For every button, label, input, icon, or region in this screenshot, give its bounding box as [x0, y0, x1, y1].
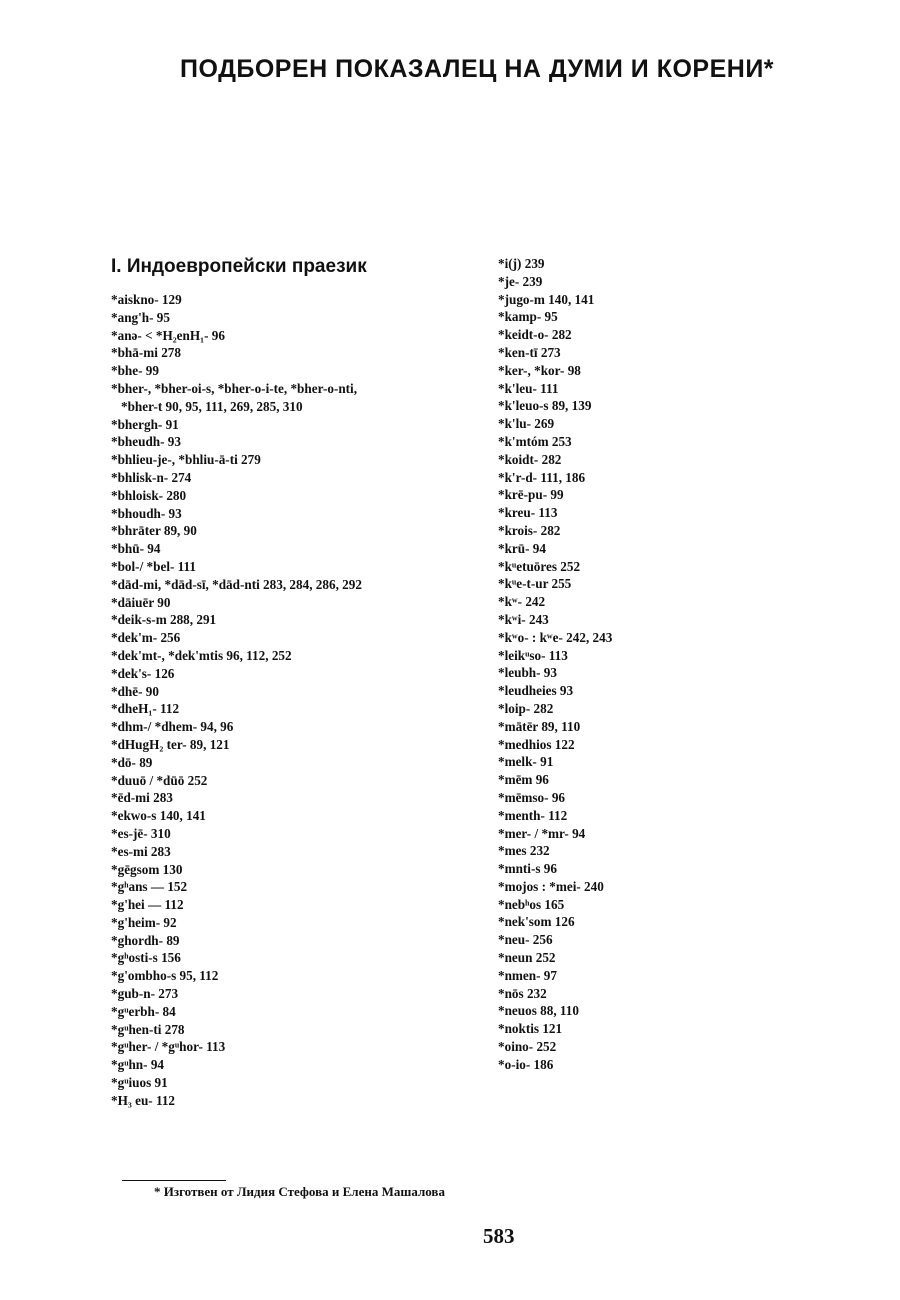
index-entry: *melk- 91 — [498, 754, 554, 770]
index-column-right — [498, 255, 798, 1074]
index-entry: *kʷi- 243 — [498, 611, 549, 627]
index-entry: *bhergh- 91 — [111, 416, 179, 432]
index-entry: *mnti-s 96 — [498, 861, 557, 877]
page-number: 583 — [483, 1224, 515, 1248]
index-entry: *ekwo-s 140, 141 — [111, 808, 206, 824]
index-entry: *bhrāter 89, 90 — [111, 523, 197, 539]
index-entry: *dād-mi, *dād-sī, *dād-nti 283, 284, 286, 292 — [111, 576, 362, 592]
index-entry: *leubh- 93 — [498, 665, 557, 681]
index-entry: *deik-s-m 288, 291 — [111, 612, 217, 628]
index-entry: *dhē- 90 — [111, 683, 159, 699]
index-entry: *gᵘhen-ti 278 — [111, 1021, 185, 1037]
index-entry: *aiskno- 129 — [111, 292, 182, 307]
index-entry: *anə- < *H₂enH₁- 96 — [111, 327, 225, 343]
index-entry: *gʰosti-s 156 — [111, 950, 181, 966]
index-entry: *nebʰos 165 — [498, 896, 565, 912]
index-entry: *medhios 122 — [498, 736, 575, 752]
index-entry: *ken-tī 273 — [498, 344, 561, 360]
index-entry: *es-jē- 310 — [111, 825, 171, 841]
index-entry: *gub-n- 273 — [111, 986, 179, 1002]
index-entry: *k'leu- 111 — [498, 380, 559, 396]
index-entry: *mātēr 89, 110 — [498, 718, 581, 734]
index-entry: *ang'h- 95 — [111, 309, 170, 325]
index-entry: *neuos 88, 110 — [498, 1003, 579, 1019]
index-entry: *krois- 282 — [498, 522, 561, 538]
index-entry: *dāiuēr 90 — [111, 594, 171, 610]
index-entry: *g'heim- 92 — [111, 914, 177, 930]
index-entry: *g'ombho-s 95, 112 — [111, 968, 219, 984]
index-entry: *mēm 96 — [498, 772, 549, 788]
index-entry: *loip- 282 — [498, 700, 554, 716]
index-entry: *keidt-o- 282 — [498, 327, 572, 343]
index-entry: *jugo-m 140, 141 — [498, 291, 595, 307]
index-entry: *menth- 112 — [498, 807, 568, 823]
index-entry: *gᵘiuos 91 — [111, 1075, 168, 1091]
index-entry: *k'leuo-s 89, 139 — [498, 398, 592, 414]
index-entry: *dek'mt-, *dek'mtis 96, 112, 252 — [111, 647, 292, 663]
index-entry: *krū- 94 — [498, 540, 546, 556]
index-entry: *koidt- 282 — [498, 451, 562, 467]
index-entry: *krē-pu- 99 — [498, 487, 564, 503]
index-entry: *bhlieu-je-, *bhliu-ā-ti 279 — [111, 452, 261, 468]
index-entry: *mes 232 — [498, 843, 550, 859]
index-entry: *neun 252 — [498, 950, 556, 966]
index-entry: *neu- 256 — [498, 932, 553, 948]
index-entry: *kamp- 95 — [498, 309, 558, 325]
index-entry: *dHugH₂ ter- 89, 121 — [111, 736, 230, 752]
index-entry: *nek'som 126 — [498, 914, 575, 930]
index-entry: *bhā-mi 278 — [111, 345, 181, 361]
index-entry: *gᵘher- / *gᵘhor- 113 — [111, 1039, 226, 1055]
index-entry: *gʰans — 152 — [111, 879, 188, 895]
index-entry: *oino- 252 — [498, 1039, 557, 1055]
index-entry: *mer- / *mr- 94 — [498, 825, 586, 841]
index-entry: *bhlisk-n- 274 — [111, 469, 192, 485]
index-entry: *k'r-d- 111, 186 — [498, 469, 586, 485]
index-entry: *dhm-/ *dhem- 94, 96 — [111, 719, 234, 735]
index-entry: *bol-/ *bel- 111 — [111, 558, 196, 574]
index-entry: *kᵘetuōres 252 — [498, 558, 581, 574]
index-entry: *gᵘerbh- 84 — [111, 1003, 176, 1019]
index-entry: *kʷ- 242 — [498, 594, 546, 610]
index-entry: *leudheies 93 — [498, 683, 574, 699]
index-entry: *nmen- 97 — [498, 967, 557, 983]
index-entry: *gēgsom 130 — [111, 861, 183, 877]
index-entry: *bher-, *bher-oi-s, *bher-o-i-te, *bher-o-nti, — [111, 380, 358, 396]
index-entry: *bhloisk- 280 — [111, 487, 187, 503]
index-entry: *bhoudh- 93 — [111, 505, 182, 521]
page-title: ПОДБОРЕН ПОКАЗАЛЕЦ НА ДУМИ И КОРЕНИ* — [180, 55, 775, 83]
footnote-divider — [122, 1180, 226, 1181]
index-entry: *mojos : *mei- 240 — [498, 878, 604, 894]
index-entry: *ēd-mi 283 — [111, 790, 173, 806]
index-entry: *bher-t 90, 95, 111, 269, 285, 310 — [121, 398, 303, 414]
index-entry: *i(j) 239 — [498, 256, 545, 271]
index-entry: *kʷo- : kʷe- 242, 243 — [498, 629, 613, 645]
index-entry: *H₃ eu- 112 — [111, 1092, 176, 1108]
index-entry: *ker-, *kor- 98 — [498, 362, 581, 378]
index-entry: *o-io- 186 — [498, 1056, 554, 1072]
index-entry: *gᵘhn- 94 — [111, 1057, 165, 1073]
index-entry: *mēmso- 96 — [498, 789, 566, 805]
index-entry: *je- 239 — [498, 273, 543, 289]
footnote: * Изготвен от Лидия Стефова и Елена Машалова — [154, 1184, 445, 1199]
index-entry: *bhe- 99 — [111, 363, 159, 379]
index-entry: *dek's- 126 — [111, 665, 175, 681]
index-entry: *leikᵘso- 113 — [498, 647, 568, 663]
index-entry: *bhū- 94 — [111, 541, 161, 557]
index-entry: *k'mtóm 253 — [498, 433, 572, 449]
index-entry: *kreu- 113 — [498, 505, 558, 521]
index-entry: *ghordh- 89 — [111, 932, 180, 948]
index-entry: *dek'm- 256 — [111, 630, 181, 646]
index-entry: *kᵘe-t-ur 255 — [498, 576, 572, 592]
index-column-left — [111, 291, 491, 1110]
section-heading: I. Индоевропейски праезик — [111, 256, 367, 277]
index-entry: *nōs 232 — [498, 985, 547, 1001]
index-entry: *dō- 89 — [111, 754, 153, 770]
index-entry: *g'hei — 112 — [111, 897, 184, 913]
index-entry: *es-mi 283 — [111, 843, 171, 859]
index-entry: *dheH₁- 112 — [111, 701, 180, 717]
index-entry: *noktis 121 — [498, 1021, 563, 1037]
index-entry: *duuō / *dūō 252 — [111, 772, 208, 788]
index-entry: *k'lu- 269 — [498, 416, 555, 432]
index-entry: *bheudh- 93 — [111, 434, 181, 450]
